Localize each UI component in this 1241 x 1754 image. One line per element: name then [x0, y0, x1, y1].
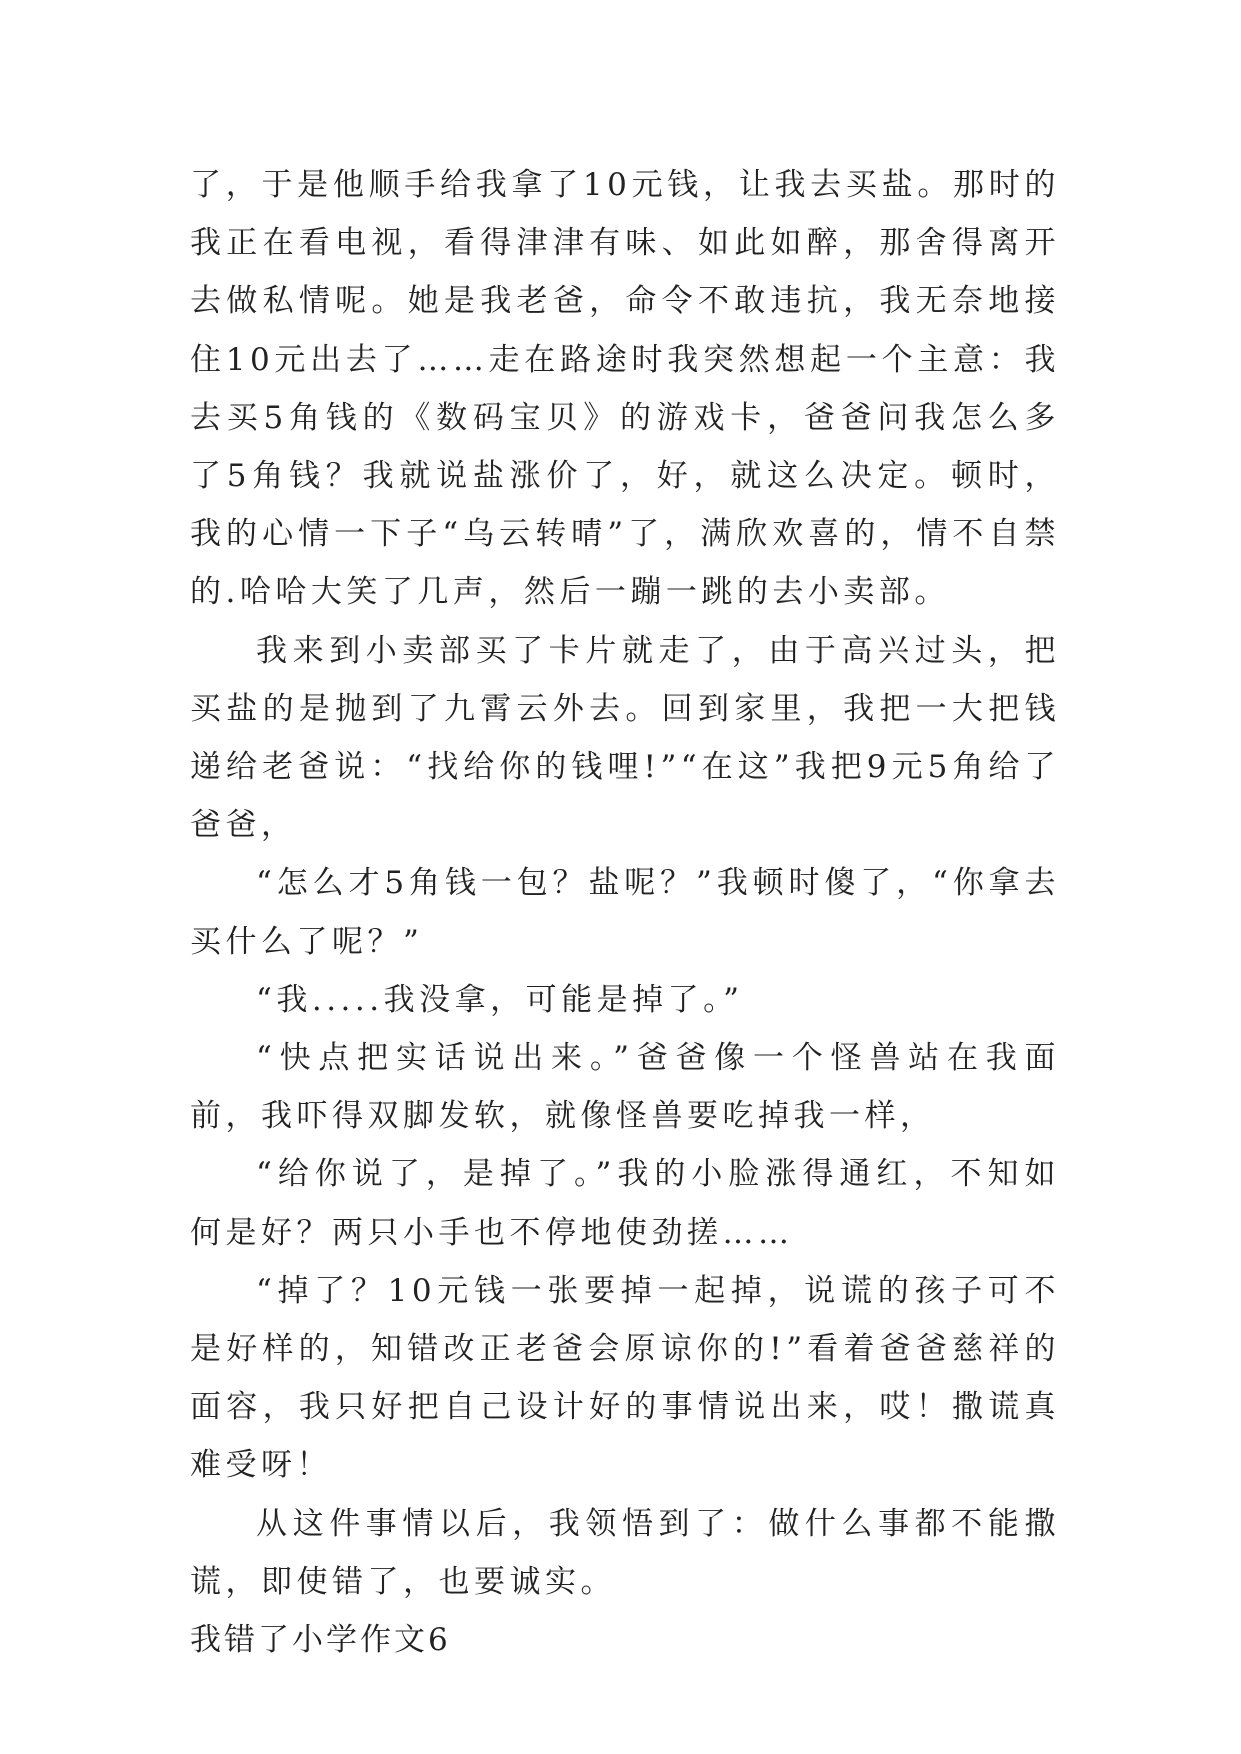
paragraph-6: “给你说了，是掉了。”我的小脸涨得通红，不知如何是好？两只小手也不停地使劲搓……: [190, 1156, 1060, 1251]
paragraph-3: “怎么才5角钱一包？盐呢？”我顿时傻了，“你拿去买什么了呢？”: [190, 865, 1060, 960]
paragraph-7: “掉了？10元钱一张要掉一起掉，说谎的孩子可不是好样的，知错改正老爸会原谅你的!”看着爸爸慈祥的面容，我只好把自己设计好的事情说出来，哎！撒谎真难受呀！: [190, 1272, 1060, 1484]
paragraph-2: 我来到小卖部买了卡片就走了，由于高兴过头，把买盐的是抛到了九霄云外去。回到家里，我把一大把钱递给老爸说：“找给你的钱哩!”“在这”我把9元5角给了爸爸，: [190, 632, 1060, 844]
paragraph-8: 从这件事情以后，我领悟到了：做什么事都不能撒谎，即使错了，也要诚实。: [190, 1505, 1060, 1600]
section-heading: 我错了小学作文6: [190, 1622, 451, 1659]
paragraph-4: “我.....我没拿，可能是掉了。”: [256, 981, 744, 1018]
document-body: [190, 156, 1060, 1669]
paragraph-1: 了，于是他顺手给我拿了10元钱，让我去买盐。那时的我正在看电视，看得津津有味、如此如醉，那舍得离开去做私情呢。她是我老爸，命令不敢违抗，我无奈地接住10元出去了……走在路途时我突然想起一个主意：我去买5角钱的《数码宝贝》的游戏卡，爸爸问我怎么多了5角钱？我就说盐涨价了，好，就这么决定。顿时，我的心情一下子“乌云转晴”了，满欣欢喜的，情不自禁的.哈哈大笑了几声，然后一蹦一跳的去小卖部。: [190, 167, 1060, 611]
paragraph-5: “快点把实话说出来。”爸爸像一个怪兽站在我面前，我吓得双脚发软，就像怪兽要吃掉我一样，: [190, 1040, 1060, 1135]
